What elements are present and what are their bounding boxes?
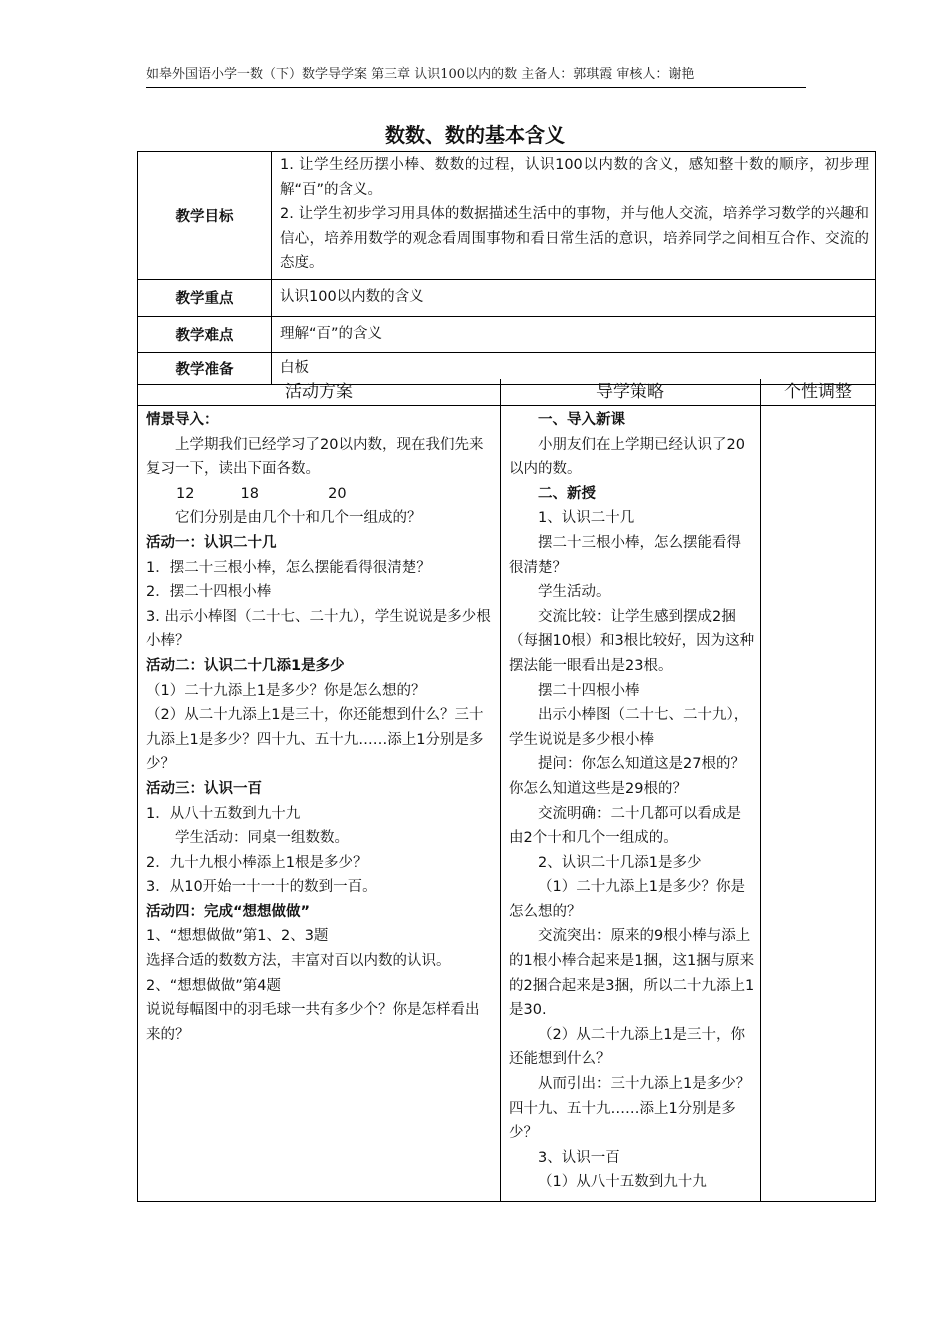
activity-line: 3．从10开始一十一十的数到一百。 [146,879,377,896]
activity-line: 1．摆二十三根小棒，怎么摆能看得很清楚？ [146,559,431,576]
personal-column-header: 个性调整 [760,379,876,406]
activity-line: 上学期我们已经学习了20以内数，现在我们先来复习一下，读出下面各数。 [146,436,484,478]
goals-label: 教学目标 [138,152,272,280]
key-label: 教学重点 [138,279,272,316]
key-content: 认识100以内数的含义 [272,279,876,316]
activity-line: 3. 出示小棒图（二十七、二十九），学生说说是多少根小棒？ [146,608,491,650]
activity-line: 活动四：完成“想想做做” [146,903,311,920]
goals-row [138,152,876,280]
column-divider [760,379,761,1201]
strategy-line: （1）二十九添上1是多少？你是怎么想的？ [509,879,745,920]
difficulty-label: 教学难点 [138,316,272,352]
strategy-line: 二、新授 [538,485,596,502]
strategy-line: （2）从二十九添上1是三十，你还能想到什么？ [509,1026,745,1068]
activity-line: 1．从八十五数到九十九 [146,805,301,822]
activity-line: 2．摆二十四根小棒 [146,584,272,601]
strategy-line: 交流明确：二十几都可以看成是由2个十和几个一组成的。 [509,805,741,847]
activity-line: 情景导入： [146,412,219,428]
strategy-line: 小朋友们在上学期已经认识了20以内的数。 [509,436,745,478]
prep-label: 教学准备 [138,352,272,384]
strategy-line: 摆二十四根小棒 [538,682,640,699]
goals-content [272,152,876,280]
difficulty-content: 理解“百”的含义 [272,316,876,352]
lesson-info-table [137,151,876,385]
strategy-line: 提问：你怎么知道这是27根的？你怎么知道这些是29根的？ [509,756,745,797]
activity-line: 说说每幅图中的羽毛球一共有多少个？你是怎样看出来的？ [146,1002,480,1043]
strategy-line: 交流比较：让学生感到摆成2捆（每捆10根）和3根比较好，因为这种摆法能一眼看出是23根。 [509,608,755,674]
activity-line: 学生活动：同桌一组数数。 [175,830,349,847]
activity-line: 1、“想想做做”第1、2、3题 [146,928,329,945]
activity-line: （1）二十九添上1是多少？你是怎么想的？ [146,682,426,699]
strategy-line: 从而引出：三十九添上1是多少？四十九、五十九……添上1分别是多少？ [509,1076,751,1142]
difficulty-row [138,316,876,352]
lesson-plan-table [137,379,876,1202]
strategy-line: （1）从八十五数到九十九 [538,1174,707,1191]
activity-line: （2）从二十九添上1是三十，你还能想到什么？三十九添上1是多少？四十九、五十九……添上1分别是多少？ [146,707,484,773]
strategy-line: 3、认识一百 [538,1149,620,1166]
prep-content: 白板 [272,352,876,384]
activity-column-header: 活动方案 [138,379,500,406]
strategy-line: 2、认识二十几添1是多少 [538,854,702,871]
page-title: 数数、数的基本含义 [385,123,565,147]
activity-column [146,408,492,1047]
strategy-line: 学生活动。 [538,584,611,601]
activity-line: 它们分别是由几个十和几个一组成的？ [175,510,422,527]
strategy-line: 交流突出：原来的9根小棒与添上的1根小棒合起来是1捆，这1捆与原来的2捆合起来是3捆，所以二十九添上1是30. [509,928,755,1019]
key-row [138,279,876,316]
document-header: 如皋外国语小学一数（下）数学导学案 第三章 认识100以内的数 主备人：郭琪霞 审核人：谢艳 [146,65,806,88]
strategy-line: 1、认识二十几 [538,510,635,527]
strategy-line: 一、导入新课 [538,412,625,428]
strategy-column-header: 导学策略 [500,379,760,406]
activity-line: 12 18 20 [176,485,347,502]
activity-line: 2、“想想做做”第4题 [146,977,281,994]
column-divider [500,379,501,1201]
goal-item: 1. 让学生经历摆小棒、数数的过程，认识100以内数的含义，感知整十数的顺序，初步理解“百”的含义。 [280,157,869,198]
activity-line: 活动一：认识二十几 [146,534,277,551]
strategy-column [509,408,755,1195]
goal-item: 2. 让学生初步学习用具体的数据描述生活中的事物，并与他人交流，培养学习数学的兴趣和信心，培养用数学的观念看周围事物和看日常生活的意识，培养同学之间相互合作、交流的态度。 [280,206,869,271]
activity-line: 选择合适的数数方法，丰富对百以内数的认识。 [146,953,451,970]
activity-line: 活动二：认识二十几添1是多少 [146,657,345,674]
strategy-line: 摆二十三根小棒，怎么摆能看得很清楚？ [509,534,741,576]
activity-line: 2．九十九根小棒添上1根是多少？ [146,854,368,871]
activity-line: 活动三：认识一百 [146,780,262,797]
strategy-line: 出示小棒图（二十七、二十九），学生说说是多少根小棒 [509,707,749,748]
